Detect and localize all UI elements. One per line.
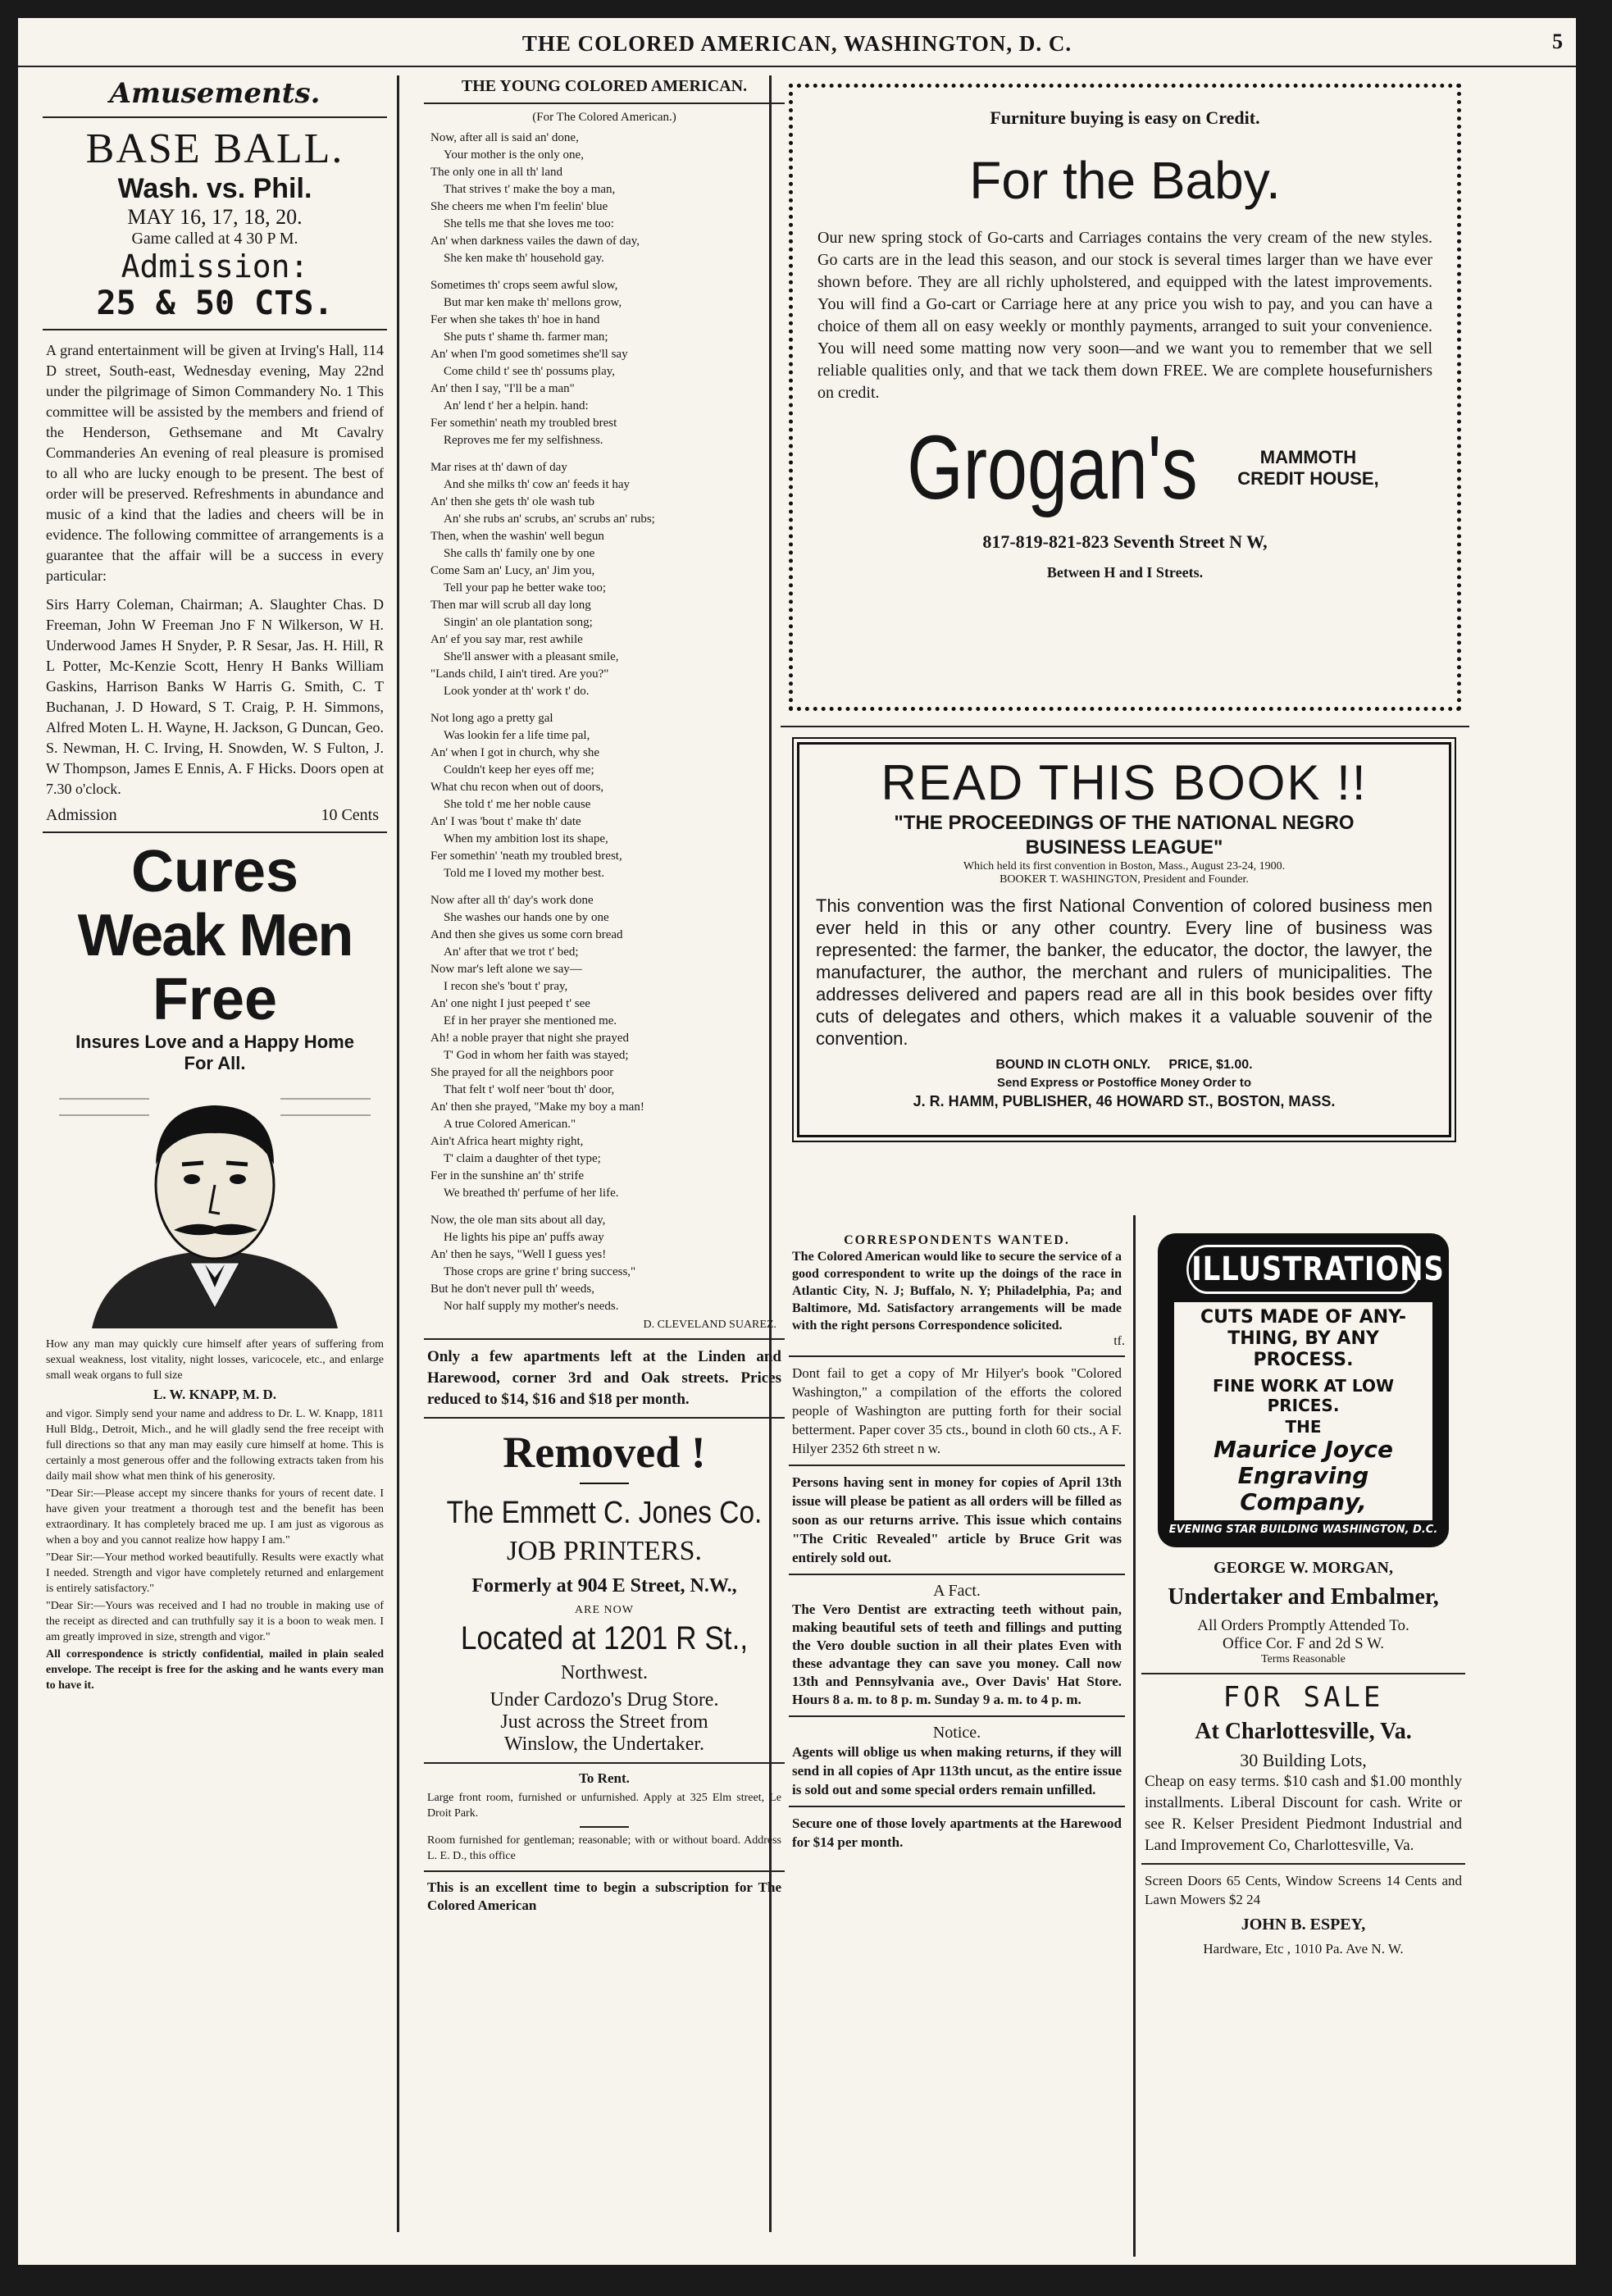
- poem-line: Fer somethin' 'neath my troubled brest,: [430, 850, 622, 863]
- forsale-place: At Charlottesville, Va.: [1195, 1719, 1412, 1744]
- poem-line: An' lend t' her a helpin. hand:: [444, 399, 589, 412]
- poem-line: When my ambition lost its shape,: [444, 832, 608, 845]
- notice-body: Agents will oblige us when making returns, if they will send in all copies of Apr 113th uncut, as the entire issue is sold out and some special orders remain unfilled.: [792, 1744, 1122, 1797]
- morgan-orders: All Orders Promptly Attended To.: [1197, 1617, 1409, 1634]
- divider: [424, 1417, 785, 1419]
- illus-building: EVENING STAR BUILDING WASHINGTON, D.C.: [1168, 1524, 1438, 1536]
- poem-line: An' ef you say mar, rest awhile: [430, 633, 583, 646]
- book-ad: [797, 742, 1451, 1137]
- book-founder: BOOKER T. WASHINGTON, President and Founder.: [1000, 873, 1249, 886]
- admission-price: 25 & 50 CTS.: [96, 285, 334, 322]
- committee-list: Sirs Harry Coleman, Chairman; A. Slaughter Chas. D Freeman, John W Freeman Jno F N Wilkerson, W H. Underwood James H Snyder, P. R Sesar, Jas. H. Hill, R L Potter, Mc-Kenzie Scott, Henry H Banks William Gaskins, Harrison Banks W Harris G. Smith, C. T Buchanan, J. D Howard, S T. Craig, P. H. Simmons, Alfred Moten L. H. Wayne, H. Jackson, G Duncan, Geo. S. Newman, H. C. Irving, H. Snowden, W. S Fulton, J. W Thompson, James E Ennis, A. F Hicks. Doors open at 7.30 o'clock.: [46, 596, 384, 797]
- admission-row: [46, 806, 379, 825]
- grogan-ad: [789, 84, 1461, 711]
- notice-title: Notice.: [932, 1724, 981, 1742]
- cures-sub2: For All.: [184, 1053, 246, 1073]
- book-title: "THE PROCEEDINGS OF THE NATIONAL NEGRO BUSINESS LEAGUE": [894, 812, 1355, 859]
- illus-fine: FINE WORK AT LOW PRICES.: [1212, 1376, 1394, 1415]
- correspondents-body: The Colored American would like to secure the service of a good correspondent to write up the doings of the race in Atlantic City, N. J; Buffalo, N. Y; Philadelphia, Pa; and Baltimore, Md. Satisfactory arrangements will be made with the right persons Correspondence solicited.: [792, 1250, 1122, 1332]
- poem-line: A true Colored American.": [444, 1118, 576, 1131]
- poem-line: An' then she prayed, "Make my boy a man!: [430, 1100, 644, 1114]
- poem-line: Sometimes th' crops seem awful slow,: [430, 279, 618, 292]
- former-address: Formerly at 904 E Street, N.W.,: [471, 1575, 737, 1597]
- grogan-body: Our new spring stock of Go-carts and Carriages contains the very cream of the new styles. Go carts are in the lead this season, and our stock is several times larger than we have ever shown before. They are all richly upholstered, and equipped with the latest improvements. You will find a Go-cart or Carriage here at any price you wish to pay, and you can have a choice of them all on easy weekly or monthly payments, arranged to suit your convenience. You will need some matting now very soon—and we want you to remember that we sell reliable qualities only, and that we tack them down FREE. We are complete housefurnishers on credit.: [817, 229, 1432, 402]
- poem-line: Now after all th' day's work done: [430, 894, 594, 907]
- grogan-brand: [809, 416, 1441, 520]
- grogan-mammoth: MAMMOTH: [1259, 446, 1357, 467]
- forsale-ad: [1141, 1681, 1465, 1771]
- forsale-body: Cheap on easy terms. $10 cash and $1.00 monthly installments. Liberal Discount for cash. Write or see R. Kelser President Piedmont Industrial and Land Improvement Co, Charlottesville, Va.: [1145, 1773, 1462, 1854]
- poem-title: THE YOUNG COLORED AMERICAN.: [461, 77, 748, 95]
- poem-line: An' when darkness vailes the dawn of day,: [430, 235, 640, 248]
- espey-name: JOHN B. ESPEY,: [1241, 1916, 1366, 1934]
- divider: [424, 102, 785, 104]
- poem-line: But mar ken make th' mellons grow,: [444, 296, 622, 309]
- grogan-address: 817-819-821-823 Seventh Street N W,: [982, 531, 1268, 552]
- divider: [580, 1826, 629, 1828]
- cures-ad: [43, 840, 387, 1328]
- poem-line: Told me I loved my mother best.: [444, 867, 604, 880]
- poem-line: But he don't never pull th' weeds,: [430, 1282, 594, 1296]
- poem-line: Mar rises at th' dawn of day: [430, 461, 567, 474]
- poem-line: An' when I got in church, why she: [430, 746, 599, 759]
- to-rent-heading: To Rent.: [579, 1770, 630, 1786]
- poem-line: An' then she gets th' ole wash tub: [430, 495, 594, 508]
- poem-line: "Lands child, I ain't tired. Are you?": [430, 667, 609, 681]
- confidential-notice: All correspondence is strictly confidential, mailed in plain sealed envelope. The receipt is free for the asking and he wants every man to have it.: [46, 1648, 384, 1692]
- divider: [43, 116, 387, 118]
- poem-line: She told t' me her noble cause: [444, 798, 591, 811]
- poem-line: Reproves me fer my selfishness.: [444, 434, 603, 447]
- page-number: 5: [1552, 30, 1563, 53]
- poem-line: Ain't Africa heart mighty right,: [430, 1135, 584, 1148]
- espey-address: Hardware, Etc , 1010 Pa. Ave N. W.: [1203, 1941, 1404, 1957]
- poem-line: Ah! a noble prayer that night she prayed: [430, 1032, 629, 1045]
- book-body: This convention was the first National Convention of colored business men ever held in this or any other country. Every line of business was represented: the farmer, the banker, the educator, the doctor, the lawyer, the manufacturer, the author, the merchant and rulers of municipalities. The addresses delivered and papers read are all in this book besides over fifty cuts of delegates and others, which makes it a valuable souvenir of the convention.: [816, 895, 1432, 1049]
- fact-title: A Fact.: [933, 1582, 981, 1600]
- persons-notice: Persons having sent in money for copies of April 13th issue will please be patient as all orders will be filled as soon as our returns arrive. This issue which contains "The Critic Revealed" article by Bruce Grit was entirely sold out.: [792, 1474, 1122, 1565]
- illus-company: Maurice Joyce Engraving Company,: [1214, 1436, 1393, 1515]
- newspaper-title: THE COLORED AMERICAN, WASHINGTON, D. C.: [521, 31, 1072, 56]
- poem-line: I recon she's 'bout t' pray,: [444, 980, 568, 993]
- poem-line: T' claim a daughter of thet type;: [444, 1152, 601, 1165]
- cures-sub1: Insures Love and a Happy Home: [75, 1032, 354, 1052]
- poem-line: An' I was 'bout t' make th' date: [430, 815, 581, 828]
- poem-line: Then, when the washin' well begun: [430, 530, 604, 543]
- poem-note: (For The Colored American.): [532, 111, 676, 124]
- morgan-trade: Undertaker and Embalmer,: [1168, 1584, 1439, 1610]
- baseball-dates: MAY 16, 17, 18, 20.: [127, 205, 303, 229]
- morgan-office: Office Cor. F and 2d S W.: [1222, 1635, 1385, 1652]
- divider: [424, 1338, 785, 1340]
- poem-line: And then she gives us some corn bread: [430, 928, 623, 941]
- poem-line: Now, after all is said an' done,: [430, 131, 579, 144]
- correspondents-title: CORRESPONDENTS WANTED.: [844, 1233, 1070, 1247]
- poem-line: Those crops are grine t' bring success,": [444, 1265, 636, 1278]
- new-address: Located at 1201 R St.,: [460, 1620, 749, 1656]
- morgan-ad: [1141, 1559, 1465, 1666]
- knapp-intro: How any man may quickly cure himself after years of suffering from sexual weakness, lost vitality, night losses, varicocele, etc., and enlarge small weak organs to full size: [46, 1338, 384, 1382]
- forsale-lots: 30 Building Lots,: [1240, 1750, 1367, 1770]
- entertainment-notice: A grand entertainment will be given at Irving's Hall, 114 D street, South-east, Wednesday evening, May 22nd under the pilgrimage of Simon Commandery No. 1 This committee will be assisted by the members and friend of the Henderson, Gethsemane and Mt Cavalry Commanderies An evening of real pleasure is promised to all who are lucky enough to be present. The best of order will be preserved. Refreshments in abundance and music of a kind that the ladies and cheers will be in evidence. The following committee of arrangements is a guarantee that the affair will be a success in every particular:: [46, 342, 384, 584]
- column-2: [424, 77, 785, 2225]
- masthead: [18, 18, 1576, 67]
- grogan-headline: For the Baby.: [969, 151, 1281, 210]
- poem-line: And she milks th' cow an' feeds it hay: [444, 478, 631, 491]
- admission-cost: 10 Cents: [321, 806, 379, 824]
- admission-text: Admission: [46, 806, 117, 824]
- poem-line: Tell your pap he better wake too;: [444, 581, 607, 594]
- poem-line: An' one night I just peeped t' see: [430, 997, 590, 1010]
- poem-line: Couldn't keep her eyes off me;: [444, 763, 594, 777]
- cures-line3: Free: [152, 967, 278, 1032]
- company-name: The Emmett C. Jones Co.: [446, 1496, 763, 1530]
- divider: [781, 726, 1469, 727]
- knapp-body: and vigor. Simply send your name and address to Dr. L. W. Knapp, 1811 Hull Bldg., Detroit, Mich., and he will gladly send the free receipt with full directions so that any man may easily cure himself at home. This is certainly a most generous offer and the following extracts taken from his daily mail show what men think of his generosity.: [46, 1408, 384, 1483]
- hilyer-ad: Dont fail to get a copy of Mr Hilyer's book "Colored Washington," a compilation of the efforts the colored people of Washington are putting forth for their social betterment. Paper cover 35 cts., bound in cloth 60 cts., A F. Hilyer 2352 6th street n w.: [792, 1365, 1122, 1456]
- cures-line1: Cures: [130, 839, 299, 904]
- morgan-terms: Terms Reasonable: [1261, 1653, 1346, 1665]
- poem-line: Now, the ole man sits about all day,: [430, 1214, 606, 1227]
- poem-line: That felt t' wolf neer 'bout th' door,: [444, 1083, 615, 1096]
- winslow: Winslow, the Undertaker.: [503, 1733, 705, 1755]
- man-portrait-illustration: [59, 1082, 371, 1328]
- poem-line: Now mar's left alone we say—: [430, 963, 582, 976]
- admission-label: Admission:: [121, 248, 309, 285]
- poem-line: She ken make th' household gay.: [444, 252, 604, 265]
- testimonial-1: "Dear Sir:—Please accept my sincere thanks for yours of recent date. I have given your treatment a thorough test and the benefit has been extraordinary. It has completely braced me up. I am just as vigorous as when a boy and you cannot realize how happy I am.": [46, 1487, 384, 1547]
- poem-line: She washes our hands one by one: [444, 911, 609, 924]
- under-cardozo: Under Cardozo's Drug Store.: [490, 1689, 719, 1711]
- engraving-ad: [1158, 1233, 1449, 1547]
- are-now: ARE NOW: [575, 1604, 634, 1616]
- removed-heading: Removed !: [503, 1428, 706, 1477]
- column-rule: [397, 75, 399, 2232]
- divider: [1141, 1673, 1465, 1674]
- poem-line: An' she rubs an' scrubs, an' scrubs an' rubs;: [444, 512, 655, 526]
- baseball-teams: Wash. vs. Phil.: [117, 173, 312, 204]
- poem-line: Not long ago a pretty gal: [430, 712, 553, 725]
- divider: [424, 1870, 785, 1872]
- morgan-name: GEORGE W. MORGAN,: [1214, 1559, 1393, 1577]
- forsale-title: FOR SALE: [1223, 1681, 1384, 1714]
- poem-line: T' God in whom her faith was stayed;: [444, 1049, 629, 1062]
- poem-line: Nor half supply my mother's needs.: [444, 1300, 619, 1313]
- fact-body: The Vero Dentist are extracting teeth without pain, making beautiful sets of teeth and fillings and putting the Vero double suction in all their plates Even with these advantage they can save you money. Call now 13th and Pennsylvania ave., Over Davis' Hat Store. Hours 8 a. m. to 8 p. m. Sunday 9 a. m. to 4 p. m.: [792, 1601, 1122, 1707]
- rent-ad-1: Large front room, furnished or unfurnished. Apply at 325 Elm street, Le Droit Park.: [427, 1792, 781, 1820]
- poem-line: She'll answer with a pleasant smile,: [444, 650, 619, 663]
- divider: [789, 1806, 1125, 1807]
- knapp-name: L. W. KNAPP, M. D.: [153, 1387, 277, 1402]
- book-price-line: [813, 1058, 1436, 1073]
- column-3: [781, 77, 1469, 2225]
- jones-ad: [424, 1427, 785, 1756]
- poem-line: Singin' an ole plantation song;: [444, 616, 593, 629]
- poem-line: She cheers me when I'm feelin' blue: [430, 200, 608, 213]
- illustrations-title: ILLUSTRATIONS: [1186, 1245, 1420, 1294]
- notices-column: [789, 1233, 1125, 1852]
- grogan-between: Between H and I Streets.: [1046, 564, 1204, 581]
- espey-screens: Screen Doors 65 Cents, Window Screens 14 Cents and Lawn Mowers $2 24: [1145, 1873, 1462, 1907]
- poem-line: Fer somethin' neath my troubled brest: [430, 417, 617, 430]
- book-headline: READ THIS BOOK !!: [881, 755, 1368, 810]
- poem-line: Ef in her prayer she mentioned me.: [444, 1014, 617, 1027]
- book-send: Send Express or Postoffice Money Order to: [996, 1076, 1252, 1090]
- poem-body: [430, 130, 778, 1315]
- divider: [789, 1715, 1125, 1717]
- illus-cuts: CUTS MADE OF ANY-THING, BY ANY PROCESS.: [1200, 1307, 1407, 1370]
- baseball-ad: [43, 125, 387, 322]
- poem-line: An' after that we trot t' bed;: [444, 945, 579, 959]
- poem-line: Look yonder at th' work t' do.: [444, 685, 590, 698]
- rent-ad-2: Room furnished for gentleman; reasonable; with or without board. Address L. E. D., this office: [427, 1834, 781, 1862]
- newspaper-page: [18, 18, 1576, 2265]
- divider: [43, 329, 387, 330]
- poem-line: An' then he says, "Well I guess yes!: [430, 1248, 607, 1261]
- cures-line2: Weak Men: [77, 903, 353, 968]
- poem-line: Fer in the sunshine an' th' strife: [430, 1169, 585, 1182]
- amusements-heading: Amusements.: [109, 77, 321, 110]
- poem-line: An' then I say, "I'll be a man": [430, 382, 575, 395]
- poem-line: He lights his pipe an' puffs away: [444, 1231, 604, 1244]
- poem-line: The only one in all th' land: [430, 166, 563, 179]
- divider: [789, 1355, 1125, 1357]
- divider: [789, 1574, 1125, 1575]
- poem-author: D. CLEVELAND SUAREZ.: [643, 1319, 776, 1331]
- column-1: [43, 77, 387, 2225]
- poem-line: She puts t' shame th. farmer man;: [444, 330, 608, 344]
- subscription-notice: This is an excellent time to begin a subscription for The Colored American: [427, 1879, 781, 1913]
- poem-line: Your mother is the only one,: [444, 148, 584, 162]
- poem-line: She tells me that she loves me too:: [444, 217, 614, 230]
- poem-line: Was lookin fer a life time pal,: [444, 729, 590, 742]
- poem-line: Then mar will scrub all day long: [430, 599, 591, 612]
- testimonial-2: "Dear Sir:—Your method worked beautifully. Results were exactly what I needed. Strength and vigor have completely returned and enlargement is entirely satisfactory.": [46, 1551, 384, 1595]
- poem-line: That strives t' make the boy a man,: [444, 183, 616, 196]
- grogan-credit-house: CREDIT HOUSE,: [1237, 467, 1379, 489]
- right-ads-column: [1141, 1233, 1465, 1957]
- poem-line: She calls th' family one by one: [444, 547, 595, 560]
- poem-line: She prayed for all the neighbors poor: [430, 1066, 614, 1079]
- grogan-name: Grogan's: [907, 417, 1198, 518]
- divider: [43, 831, 387, 833]
- book-bound: BOUND IN CLOTH ONLY.: [995, 1058, 1151, 1072]
- poem-line: Come Sam an' Lucy, an' Jim you,: [430, 564, 595, 577]
- divider: [789, 1465, 1125, 1466]
- across-street: Just across the Street from: [500, 1711, 708, 1733]
- correspondents-tf: tf.: [1113, 1334, 1125, 1348]
- poem-line: What chu recon when out of doors,: [430, 781, 604, 794]
- divider: [1141, 1863, 1465, 1865]
- book-held: Which held its first convention in Boston, Mass., August 23-24, 1900.: [963, 860, 1286, 872]
- baseball-time: Game called at 4 30 P M.: [131, 230, 298, 248]
- northwest: Northwest.: [561, 1662, 648, 1683]
- poem-line: An' when I'm good sometimes she'll say: [430, 348, 628, 361]
- baseball-title: BASE BALL.: [85, 125, 344, 172]
- poem-line: Come child t' see th' possums play,: [444, 365, 615, 378]
- apartments-ad: Only a few apartments left at the Linden and Harewood, corner 3rd and Oak streets. Prices reduced to $14, $16 and $18 per month.: [427, 1348, 781, 1408]
- job-printers: JOB PRINTERS.: [506, 1536, 703, 1566]
- book-price: PRICE, $1.00.: [1168, 1058, 1253, 1072]
- poem-line: We breathed th' perfume of her life.: [444, 1187, 619, 1200]
- divider: [424, 1762, 785, 1764]
- book-publisher: J. R. HAMM, PUBLISHER, 46 HOWARD ST., BOSTON, MASS.: [913, 1093, 1336, 1109]
- harewood-ad: Secure one of those lovely apartments at the Harewood for $14 per month.: [792, 1815, 1122, 1850]
- grogan-top: Furniture buying is easy on Credit.: [990, 107, 1260, 128]
- poem-line: Fer when she takes th' hoe in hand: [430, 313, 600, 326]
- illus-the: THE: [1285, 1417, 1322, 1437]
- testimonial-3: "Dear Sir:—Yours was received and I had no trouble in making use of the receipt as directed and can truthfully say it is a boon to weak men. I am greatly improved in size, strength and vigor.": [46, 1600, 384, 1643]
